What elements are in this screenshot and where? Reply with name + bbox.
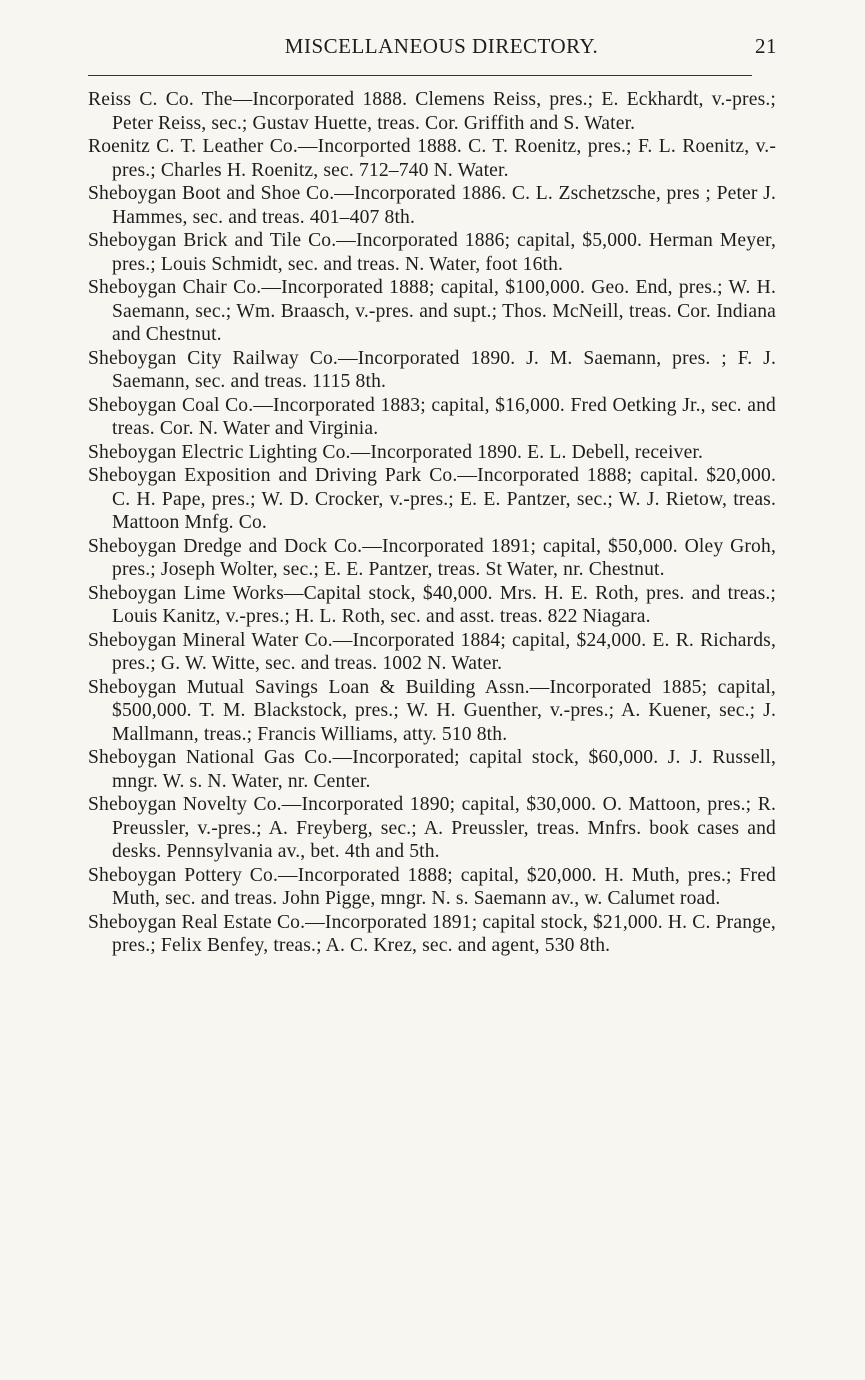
directory-entry: Sheboygan Coal Co.—Incorporated 1883; capital, $16,000. Fred Oetking Jr., sec. and treas. Cor. N. Water and Virginia. [88,394,776,439]
directory-entry: Sheboygan Boot and Shoe Co.—Incorporated 1886. C. L. Zschetzsche, pres ; Peter J. Hammes, sec. and treas. 401–407 8th. [88,183,776,228]
directory-entry: Reiss C. Co. The—Incorporated 1888. Clemens Reiss, pres.; E. Eckhardt, v.-pres.; Peter Reiss, sec.; Gustav Huette, treas. Cor. Griffith and S. Water. [88,89,776,134]
directory-entry: Sheboygan Novelty Co.—Incorporated 1890; capital, $30,000. O. Mattoon, pres.; R. Preussler, v.-pres.; A. Freyberg, sec.; A. Preussler, treas. Mnfrs. book cases and desks. Pennsylvania av., bet. 4th and 5th. [88,794,776,862]
page-title: MISCELLANEOUS DIRECTORY. [284,34,599,58]
directory-entry: Sheboygan Pottery Co.—Incorporated 1888; capital, $20,000. H. Muth, pres.; Fred Muth, sec. and treas. John Pigge, mngr. N. s. Saemann av., w. Calumet road. [88,864,776,909]
directory-entry: Sheboygan Dredge and Dock Co.—Incorporated 1891; capital, $50,000. Oley Groh, pres.; Joseph Wolter, sec.; E. E. Pantzer, treas. St Water, nr. Chestnut. [88,535,776,580]
directory-entry: Sheboygan Chair Co.—Incorporated 1888; capital, $100,000. Geo. End, pres.; W. H. Saemann, sec.; Wm. Braasch, v.-pres. and supt.; Thos. McNeill, treas. Cor. Indiana and Chestnut. [88,277,776,345]
directory-entry: Sheboygan Electric Lighting Co.—Incorporated 1890. E. L. Debell, receiver. [88,441,704,463]
page-number: 21 [755,34,777,58]
directory-entry: Sheboygan Lime Works—Capital stock, $40,000. Mrs. H. E. Roth, pres. and treas.; Louis Kanitz, v.-pres.; H. L. Roth, sec. and asst. treas. 822 Niagara. [88,582,776,627]
directory-entry: Sheboygan Exposition and Driving Park Co.—Incorporated 1888; capital. $20,000. C. H. Pape, pres.; W. D. Crocker, v.-pres.; E. E. Pantzer, sec.; W. J. Rietow, treas. Mattoon Mnfg. Co. [88,465,776,533]
directory-entry: Sheboygan Real Estate Co.—Incorporated 1891; capital stock, $21,000. H. C. Prange, pres.; Felix Benfey, treas.; A. C. Krez, sec. and agent, 530 8th. [88,911,776,956]
directory-entry: Sheboygan Mineral Water Co.—Incorporated 1884; capital, $24,000. E. R. Richards, pres.; G. W. Witte, sec. and treas. 1002 N. Water. [88,629,776,674]
header-rule [88,75,752,76]
directory-entry: Roenitz C. T. Leather Co.—Incorported 1888. C. T. Roenitz, pres.; F. L. Roenitz, v.-pres.; Charles H. Roenitz, sec. 712–740 N. Water. [88,136,776,181]
directory-entry: Sheboygan Mutual Savings Loan & Building Assn.—Incorporated 1885; capital, $500,000. T. M. Blackstock, pres.; W. H. Guenther, v.-pres.; A. Kuener, sec.; J. Mallmann, treas.; Francis Williams, atty. 510 8th. [88,676,776,745]
directory-entries [88,88,776,958]
directory-entry: Sheboygan National Gas Co.—Incorporated; capital stock, $60,000. J. J. Russell, mngr. W. s. N. Water, nr. Center. [88,747,776,792]
directory-entry: Sheboygan City Railway Co.—Incorporated 1890. J. M. Saemann, pres. ; F. J. Saemann, sec. and treas. 1115 8th. [88,347,776,392]
running-head [86,34,777,60]
directory-entry: Sheboygan Brick and Tile Co.—Incorporated 1886; capital, $5,000. Herman Meyer, pres.; Louis Schmidt, sec. and treas. N. Water, foot 16th. [88,230,776,275]
